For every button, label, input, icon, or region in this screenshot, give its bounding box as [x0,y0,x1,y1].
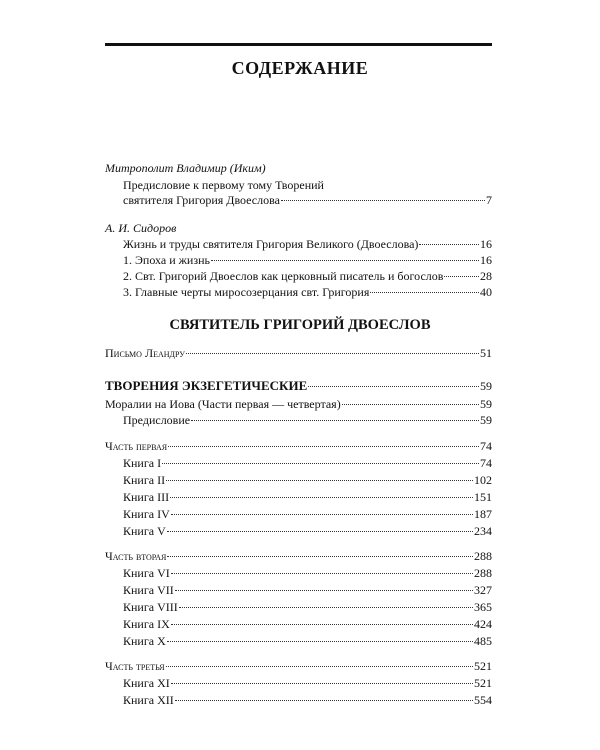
toc-entry-letter[interactable]: Письмо Леандру 51 [105,346,492,360]
toc-entry-book[interactable]: Книга IV 187 [123,507,492,521]
toc-entry-moralia[interactable]: Моралии на Иова (Части первая — четвертая) 59 [105,397,492,411]
toc-entry[interactable]: Жизнь и труды святителя Григория Великого (Двоеслова) 16 [123,237,492,251]
author-vladimir: Митрополит Владимир (Иким) [105,161,266,175]
toc-entry-part[interactable]: Часть первая 74 [105,439,492,453]
page-title: СОДЕРЖАНИЕ [231,58,369,78]
toc-entry-book[interactable]: Книга VIII 365 [123,600,492,614]
toc-entry-book[interactable]: Книга V 234 [123,524,492,538]
toc-entry-book[interactable]: Книга XI 521 [123,676,492,690]
toc-entry-book[interactable]: Книга XII 554 [123,693,492,707]
toc-page: 7 [486,193,492,207]
toc-label: святителя Григория Двоеслова [123,193,280,207]
toc-entry-book[interactable]: Книга III 151 [123,490,492,504]
toc-entry-part[interactable]: Часть вторая 288 [105,549,492,563]
toc-entry-exegetical[interactable]: ТВОРЕНИЯ ЭКЗЕГЕТИЧЕСКИЕ 59 [105,378,492,393]
toc-entry-book[interactable]: Книга II 102 [123,473,492,487]
preface-line-1: Предисловие к первому тому Творений [123,178,324,192]
toc-entry[interactable]: 2. Свт. Григорий Двоеслов как церковный писатель и богослов 28 [123,269,492,283]
toc-entry-foreword[interactable]: Предисловие 59 [123,413,492,427]
toc-entry-preface[interactable] [123,193,492,208]
section-title: СВЯТИТЕЛЬ ГРИГОРИЙ ДВОЕСЛОВ [169,317,431,333]
toc-entry[interactable]: 1. Эпоха и жизнь 16 [123,253,492,267]
toc-entry-book[interactable]: Книга IX 424 [123,617,492,631]
toc-entry-book[interactable]: Книга I 74 [123,456,492,470]
toc-entry-book[interactable]: Книга X 485 [123,634,492,648]
top-rule [105,43,492,46]
toc-entry-book[interactable]: Книга VI 288 [123,566,492,580]
author-sidorov: А. И. Сидоров [105,221,177,235]
toc-entry-part[interactable]: Часть третья 521 [105,659,492,673]
toc-entry[interactable]: 3. Главные черты миросозерцания свт. Григория 40 [123,285,492,299]
toc-entry-book[interactable]: Книга VII 327 [123,583,492,597]
